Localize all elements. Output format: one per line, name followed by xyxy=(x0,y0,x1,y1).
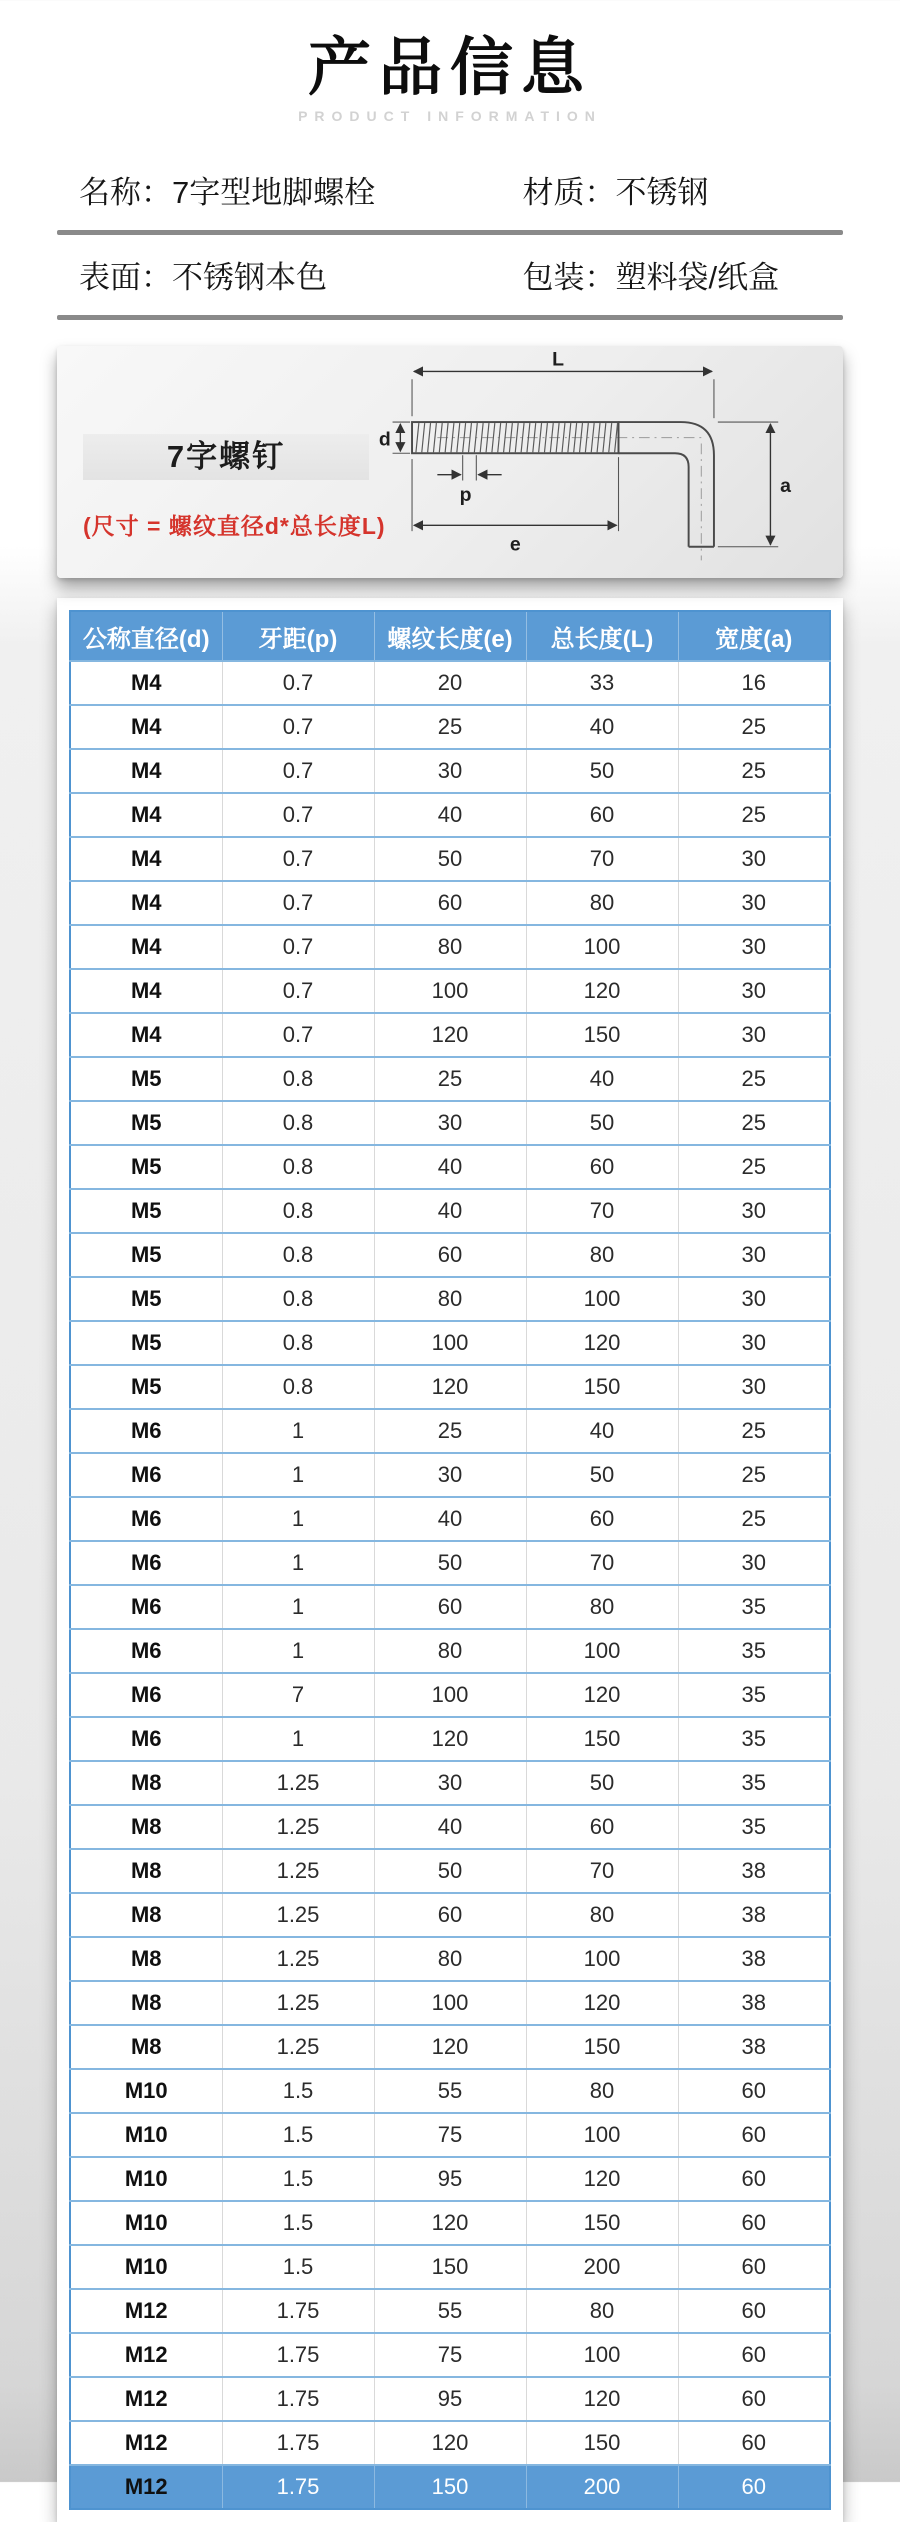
table-row xyxy=(70,749,830,793)
table-cell: 25 xyxy=(678,1145,830,1189)
table-cell: 1.5 xyxy=(222,2069,374,2113)
table-cell: 80 xyxy=(374,1629,526,1673)
table-cell: 70 xyxy=(526,1189,678,1233)
table-row xyxy=(70,1937,830,1981)
table-row xyxy=(70,1101,830,1145)
table-cell: 30 xyxy=(374,1453,526,1497)
table-cell: 150 xyxy=(526,1365,678,1409)
product-type-badge: 7字螺钉 xyxy=(83,434,369,480)
table-cell: M5 xyxy=(70,1277,222,1321)
table-cell: 30 xyxy=(678,925,830,969)
table-cell: 0.7 xyxy=(222,749,374,793)
table-cell: 50 xyxy=(526,1101,678,1145)
attribute-material xyxy=(522,150,708,230)
table-cell: M6 xyxy=(70,1541,222,1585)
table-cell: 0.8 xyxy=(222,1101,374,1145)
table-cell: 0.7 xyxy=(222,881,374,925)
table-cell: 120 xyxy=(374,1013,526,1057)
table-cell: M10 xyxy=(70,2201,222,2245)
table-cell: 30 xyxy=(374,1101,526,1145)
table-row xyxy=(70,1761,830,1805)
attribute-packaging xyxy=(522,235,779,315)
table-cell: 100 xyxy=(374,1981,526,2025)
table-cell: M6 xyxy=(70,1497,222,1541)
table-cell: M4 xyxy=(70,969,222,1013)
table-cell: M4 xyxy=(70,705,222,749)
table-cell: 60 xyxy=(678,2465,830,2509)
table-cell: 60 xyxy=(526,793,678,837)
table-cell: 60 xyxy=(678,2377,830,2421)
table-cell: M12 xyxy=(70,2377,222,2421)
table-cell: 35 xyxy=(678,1673,830,1717)
spec-table xyxy=(69,610,831,2510)
table-row xyxy=(70,1585,830,1629)
table-cell: 0.8 xyxy=(222,1277,374,1321)
screw-diagram xyxy=(369,350,831,574)
table-cell: 1 xyxy=(222,1497,374,1541)
table-cell: 50 xyxy=(374,1541,526,1585)
table-cell: 100 xyxy=(526,1629,678,1673)
table-cell: 25 xyxy=(678,793,830,837)
table-cell: 60 xyxy=(678,2289,830,2333)
table-cell: M5 xyxy=(70,1101,222,1145)
table-row xyxy=(70,1981,830,2025)
table-cell: M6 xyxy=(70,1453,222,1497)
table-cell: 100 xyxy=(526,2333,678,2377)
table-cell: 100 xyxy=(374,1673,526,1717)
table-row xyxy=(70,2113,830,2157)
table-cell: 1.75 xyxy=(222,2421,374,2465)
table-cell: 60 xyxy=(526,1805,678,1849)
table-row xyxy=(70,1013,830,1057)
table-cell: 100 xyxy=(526,925,678,969)
table-cell: 35 xyxy=(678,1629,830,1673)
table-row xyxy=(70,1409,830,1453)
product-image-card xyxy=(57,346,843,578)
table-cell: 60 xyxy=(526,1145,678,1189)
table-cell: 80 xyxy=(526,2069,678,2113)
rod-inner-edge xyxy=(619,453,689,546)
table-cell: 1.25 xyxy=(222,1937,374,1981)
table-cell: 25 xyxy=(678,1101,830,1145)
attribute-name xyxy=(61,150,522,230)
table-cell: 1.25 xyxy=(222,1981,374,2025)
table-cell: 0.7 xyxy=(222,837,374,881)
table-cell: 1.75 xyxy=(222,2465,374,2509)
dim-label-p: p xyxy=(459,483,472,506)
table-cell: 25 xyxy=(374,1057,526,1101)
table-cell: 120 xyxy=(526,2377,678,2421)
table-row xyxy=(70,1717,830,1761)
table-cell: 120 xyxy=(526,1321,678,1365)
table-cell: 33 xyxy=(526,661,678,705)
attribute-label: 材质： xyxy=(522,175,616,211)
table-cell: 1.75 xyxy=(222,2377,374,2421)
table-cell: 25 xyxy=(678,1057,830,1101)
table-cell: M5 xyxy=(70,1365,222,1409)
table-row xyxy=(70,837,830,881)
table-cell: 120 xyxy=(374,2025,526,2069)
table-row xyxy=(70,1057,830,1101)
table-cell: 40 xyxy=(374,793,526,837)
table-cell: 75 xyxy=(374,2113,526,2157)
table-row xyxy=(70,1849,830,1893)
table-row xyxy=(70,661,830,705)
table-cell: 150 xyxy=(526,1717,678,1761)
table-cell: 150 xyxy=(374,2465,526,2509)
table-cell: M4 xyxy=(70,793,222,837)
table-cell: 80 xyxy=(374,925,526,969)
table-cell: 1.75 xyxy=(222,2289,374,2333)
table-row xyxy=(70,1629,830,1673)
table-cell: M10 xyxy=(70,2113,222,2157)
table-cell: 120 xyxy=(374,2201,526,2245)
col-header: 螺纹长度(e) xyxy=(374,611,526,661)
table-cell: 16 xyxy=(678,661,830,705)
attribute-row xyxy=(57,235,843,315)
table-cell: M5 xyxy=(70,1057,222,1101)
table-cell: 0.7 xyxy=(222,969,374,1013)
spec-table-body xyxy=(70,661,830,2509)
table-cell: M8 xyxy=(70,1761,222,1805)
table-cell: M8 xyxy=(70,1805,222,1849)
table-cell: 60 xyxy=(374,881,526,925)
table-cell: 25 xyxy=(678,1497,830,1541)
table-cell: 100 xyxy=(526,1937,678,1981)
table-cell: 95 xyxy=(374,2157,526,2201)
table-row xyxy=(70,2157,830,2201)
table-row xyxy=(70,1189,830,1233)
table-cell: 38 xyxy=(678,1849,830,1893)
table-cell: 200 xyxy=(526,2245,678,2289)
table-cell: 150 xyxy=(526,2421,678,2465)
dim-label-a: a xyxy=(780,475,792,498)
table-cell: M4 xyxy=(70,749,222,793)
attributes-section xyxy=(57,150,843,320)
table-cell: 40 xyxy=(374,1189,526,1233)
table-row xyxy=(70,2333,830,2377)
table-cell: 0.7 xyxy=(222,925,374,969)
table-cell: 0.8 xyxy=(222,1057,374,1101)
table-cell: 150 xyxy=(526,2025,678,2069)
table-cell: 1.75 xyxy=(222,2333,374,2377)
table-cell: M12 xyxy=(70,2465,222,2509)
table-row xyxy=(70,1541,830,1585)
table-cell: M4 xyxy=(70,661,222,705)
table-row xyxy=(70,2069,830,2113)
table-cell: 30 xyxy=(678,1233,830,1277)
table-cell: 60 xyxy=(678,2157,830,2201)
table-cell: 120 xyxy=(374,1717,526,1761)
attribute-row xyxy=(57,150,843,230)
table-cell: 1.25 xyxy=(222,1893,374,1937)
thread-hatch xyxy=(416,423,618,452)
table-cell: 38 xyxy=(678,2025,830,2069)
table-row xyxy=(70,1453,830,1497)
table-cell: M12 xyxy=(70,2289,222,2333)
table-cell: 60 xyxy=(678,2333,830,2377)
table-cell: 200 xyxy=(526,2465,678,2509)
table-cell: 1.5 xyxy=(222,2201,374,2245)
table-cell: M6 xyxy=(70,1673,222,1717)
table-cell: 30 xyxy=(374,749,526,793)
rod-outer-edge xyxy=(619,422,714,547)
table-row xyxy=(70,1805,830,1849)
table-cell: 30 xyxy=(678,1541,830,1585)
table-cell: 55 xyxy=(374,2069,526,2113)
table-cell: M4 xyxy=(70,1013,222,1057)
table-row xyxy=(70,1233,830,1277)
divider xyxy=(57,315,843,320)
table-cell: 1.25 xyxy=(222,2025,374,2069)
table-row xyxy=(70,2245,830,2289)
table-cell: 100 xyxy=(526,1277,678,1321)
table-cell: 1.5 xyxy=(222,2113,374,2157)
table-cell: 50 xyxy=(374,837,526,881)
table-cell: M8 xyxy=(70,1849,222,1893)
table-cell: 25 xyxy=(678,1453,830,1497)
table-cell: 75 xyxy=(374,2333,526,2377)
table-cell: 20 xyxy=(374,661,526,705)
table-cell: 80 xyxy=(374,1937,526,1981)
table-cell: M5 xyxy=(70,1145,222,1189)
table-cell: 40 xyxy=(526,1409,678,1453)
table-cell: 30 xyxy=(374,1761,526,1805)
table-cell: 70 xyxy=(526,1849,678,1893)
dim-label-d: d xyxy=(378,428,391,451)
table-cell: 60 xyxy=(374,1585,526,1629)
table-cell: 30 xyxy=(678,1277,830,1321)
table-cell: 120 xyxy=(526,969,678,1013)
attribute-label: 包装： xyxy=(522,260,616,296)
col-header: 牙距(p) xyxy=(222,611,374,661)
attribute-label: 名称： xyxy=(79,175,172,211)
table-cell: 1 xyxy=(222,1585,374,1629)
table-cell: 35 xyxy=(678,1585,830,1629)
table-cell: 60 xyxy=(678,2201,830,2245)
table-cell: 60 xyxy=(678,2421,830,2465)
table-cell: 38 xyxy=(678,1937,830,1981)
table-cell: 80 xyxy=(526,1585,678,1629)
table-cell: 1 xyxy=(222,1541,374,1585)
table-cell: 50 xyxy=(526,1453,678,1497)
table-cell: 30 xyxy=(678,1189,830,1233)
table-cell: 0.8 xyxy=(222,1365,374,1409)
table-row xyxy=(70,881,830,925)
table-cell: 1.25 xyxy=(222,1761,374,1805)
table-row xyxy=(70,1673,830,1717)
table-cell: 0.8 xyxy=(222,1189,374,1233)
table-cell: 25 xyxy=(374,1409,526,1453)
table-cell: 80 xyxy=(526,2289,678,2333)
table-row xyxy=(70,2201,830,2245)
table-cell: 120 xyxy=(374,1365,526,1409)
table-cell: 70 xyxy=(526,837,678,881)
table-cell: 30 xyxy=(678,1013,830,1057)
table-cell: 100 xyxy=(374,1321,526,1365)
table-cell: M6 xyxy=(70,1585,222,1629)
table-cell: 95 xyxy=(374,2377,526,2421)
table-cell: 70 xyxy=(526,1541,678,1585)
attribute-value: 不锈钢 xyxy=(615,175,709,211)
col-header: 公称直径(d) xyxy=(70,611,222,661)
table-cell: 40 xyxy=(526,1057,678,1101)
table-cell: 60 xyxy=(526,1497,678,1541)
table-cell: 1 xyxy=(222,1629,374,1673)
table-cell: 50 xyxy=(526,749,678,793)
table-cell: 150 xyxy=(526,2201,678,2245)
table-cell: 25 xyxy=(678,705,830,749)
table-cell: M5 xyxy=(70,1189,222,1233)
attribute-surface xyxy=(61,235,522,315)
table-cell: M12 xyxy=(70,2421,222,2465)
table-cell: 0.8 xyxy=(222,1321,374,1365)
table-cell: M12 xyxy=(70,2333,222,2377)
table-cell: M10 xyxy=(70,2245,222,2289)
table-cell: 1.25 xyxy=(222,1849,374,1893)
table-cell: 50 xyxy=(526,1761,678,1805)
attribute-value: 不锈钢本色 xyxy=(172,260,327,296)
table-cell: 30 xyxy=(678,837,830,881)
table-cell: 50 xyxy=(374,1849,526,1893)
table-cell: 60 xyxy=(374,1233,526,1277)
table-row xyxy=(70,793,830,837)
table-cell: 35 xyxy=(678,1717,830,1761)
table-cell: M10 xyxy=(70,2157,222,2201)
table-cell: 1 xyxy=(222,1453,374,1497)
table-cell: 25 xyxy=(678,1409,830,1453)
table-cell: 100 xyxy=(526,2113,678,2157)
table-cell: 80 xyxy=(374,1277,526,1321)
table-cell: 1 xyxy=(222,1409,374,1453)
centerline xyxy=(437,438,701,561)
table-cell: 40 xyxy=(374,1805,526,1849)
table-row xyxy=(70,1321,830,1365)
table-row xyxy=(70,2421,830,2465)
table-cell: 60 xyxy=(374,1893,526,1937)
table-cell: 100 xyxy=(374,969,526,1013)
table-cell: 0.8 xyxy=(222,1233,374,1277)
table-cell: M4 xyxy=(70,837,222,881)
table-row xyxy=(70,925,830,969)
header xyxy=(0,0,900,124)
table-cell: 35 xyxy=(678,1761,830,1805)
attribute-value: 塑料袋/纸盒 xyxy=(615,260,780,296)
page-subtitle: PRODUCT INFORMATION xyxy=(298,108,602,125)
table-cell: 0.7 xyxy=(222,1013,374,1057)
table-cell: 0.7 xyxy=(222,793,374,837)
table-row xyxy=(70,2025,830,2069)
table-row xyxy=(70,2377,830,2421)
table-cell: M8 xyxy=(70,1893,222,1937)
table-cell: 0.7 xyxy=(222,661,374,705)
table-row xyxy=(70,705,830,749)
table-cell: 80 xyxy=(526,881,678,925)
table-cell: M8 xyxy=(70,1981,222,2025)
table-cell: 35 xyxy=(678,1805,830,1849)
table-cell: 150 xyxy=(374,2245,526,2289)
table-cell: M4 xyxy=(70,925,222,969)
table-row xyxy=(70,1277,830,1321)
table-cell: 55 xyxy=(374,2289,526,2333)
table-cell: M6 xyxy=(70,1409,222,1453)
table-cell: 38 xyxy=(678,1981,830,2025)
table-cell: 1 xyxy=(222,1717,374,1761)
attribute-value: 7字型地脚螺栓 xyxy=(172,175,376,211)
table-cell: 150 xyxy=(526,1013,678,1057)
table-cell: 25 xyxy=(678,749,830,793)
table-row xyxy=(70,969,830,1013)
table-row xyxy=(70,2289,830,2333)
col-header: 宽度(a) xyxy=(678,611,830,661)
table-cell: M5 xyxy=(70,1321,222,1365)
table-row xyxy=(70,1365,830,1409)
table-cell: M5 xyxy=(70,1233,222,1277)
dim-label-L: L xyxy=(552,350,565,371)
spec-table-card xyxy=(57,598,843,2522)
table-cell: 40 xyxy=(374,1145,526,1189)
table-cell: 30 xyxy=(678,969,830,1013)
table-row xyxy=(70,1145,830,1189)
table-cell: 30 xyxy=(678,1321,830,1365)
table-cell: M10 xyxy=(70,2069,222,2113)
table-cell: 60 xyxy=(678,2245,830,2289)
table-cell: 120 xyxy=(374,2421,526,2465)
table-cell: 60 xyxy=(678,2113,830,2157)
table-cell: 1.5 xyxy=(222,2245,374,2289)
table-row xyxy=(70,1497,830,1541)
table-cell: 38 xyxy=(678,1893,830,1937)
table-cell: 7 xyxy=(222,1673,374,1717)
col-header: 总长度(L) xyxy=(526,611,678,661)
attribute-label: 表面： xyxy=(79,260,172,296)
table-cell: 25 xyxy=(374,705,526,749)
dim-label-e: e xyxy=(509,533,521,556)
table-cell: 1.25 xyxy=(222,1805,374,1849)
table-cell: M8 xyxy=(70,2025,222,2069)
table-cell: 30 xyxy=(678,881,830,925)
table-cell: 40 xyxy=(526,705,678,749)
table-cell: 80 xyxy=(526,1893,678,1937)
table-row xyxy=(70,2465,830,2509)
table-cell: 120 xyxy=(526,2157,678,2201)
table-row xyxy=(70,1893,830,1937)
table-cell: M6 xyxy=(70,1629,222,1673)
table-cell: 40 xyxy=(374,1497,526,1541)
table-cell: 80 xyxy=(526,1233,678,1277)
table-cell: M4 xyxy=(70,881,222,925)
table-cell: M8 xyxy=(70,1937,222,1981)
table-cell: 120 xyxy=(526,1673,678,1717)
table-cell: 1.5 xyxy=(222,2157,374,2201)
table-cell: 30 xyxy=(678,1365,830,1409)
table-cell: 60 xyxy=(678,2069,830,2113)
table-header-row xyxy=(70,611,830,661)
page-title: 产品信息 xyxy=(308,33,592,103)
table-cell: M6 xyxy=(70,1717,222,1761)
table-cell: 120 xyxy=(526,1981,678,2025)
table-cell: 0.8 xyxy=(222,1145,374,1189)
table-cell: 0.7 xyxy=(222,705,374,749)
size-formula-note: (尺寸 = 螺纹直径d*总长度L) xyxy=(83,513,386,540)
